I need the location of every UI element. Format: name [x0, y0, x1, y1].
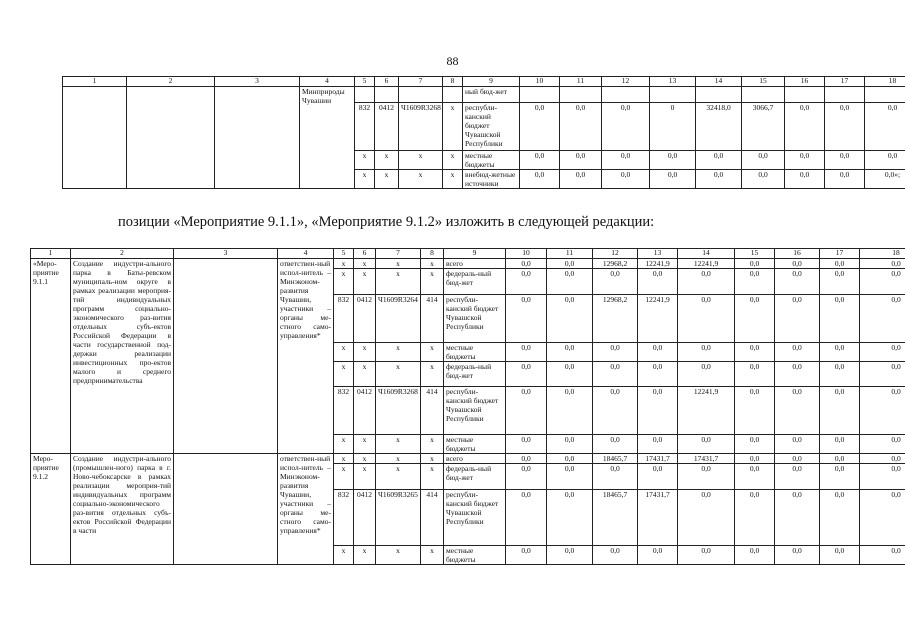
target-code-cell: x [376, 546, 421, 565]
continued-table [62, 76, 905, 189]
section-code-cell: x [354, 269, 376, 295]
funding-source-cell: федераль-ный бюд-жет [444, 269, 506, 295]
column-number: 8 [421, 249, 444, 259]
expense-type-cell: x [421, 259, 444, 269]
amendment-caption: позиции «Мероприятие 9.1.1», «Мероприятие 9.1.2» изложить в следующей редакции: [118, 214, 655, 230]
budget-code-cell: 832 [334, 490, 354, 546]
amount-cell: 0,0 [547, 269, 593, 295]
column-number: 17 [825, 77, 865, 87]
amount-cell: 0 [650, 103, 696, 151]
amount-cell: 0,0 [860, 454, 905, 464]
amount-cell: 18465,7 [593, 490, 638, 546]
amount-cell: 0,0 [735, 362, 775, 387]
amount-cell: 0,0 [520, 103, 560, 151]
amount-cell [650, 87, 696, 103]
amount-cell: 0,0 [678, 435, 735, 454]
amount-cell: 0,0 [775, 362, 820, 387]
amount-cell: 0,0 [785, 103, 825, 151]
column-number-row [63, 77, 905, 87]
amount-cell: 0,0 [678, 295, 735, 343]
amount-cell: 0,0 [650, 151, 696, 170]
amount-cell: 0,0 [860, 464, 905, 490]
amount-cell: 0,0 [775, 343, 820, 362]
amount-cell: 0,0 [678, 546, 735, 565]
amount-cell: 0,0 [825, 151, 865, 170]
amount-cell: 12968,2 [593, 259, 638, 269]
target-code-cell: Ч1609R3268 [376, 387, 421, 435]
amount-cell: 0,0 [775, 269, 820, 295]
expense-type-cell: x [443, 151, 463, 170]
amount-cell: 0,0 [860, 435, 905, 454]
budget-code-cell: x [334, 269, 354, 295]
column-number: 17 [820, 249, 860, 259]
expense-type-cell: x [421, 435, 444, 454]
amount-cell: 0,0 [860, 343, 905, 362]
amount-cell: 0,0 [547, 546, 593, 565]
amount-cell: 0,0 [547, 454, 593, 464]
section-code-cell [375, 87, 399, 103]
amount-cell: 0,0 [735, 454, 775, 464]
amount-cell: 0,0 [820, 546, 860, 565]
amount-cell: 0,0 [820, 387, 860, 435]
amount-cell: 0,0 [696, 170, 742, 189]
column-number: 10 [520, 77, 560, 87]
amount-cell: 0,0 [506, 464, 547, 490]
expense-type-cell: 414 [421, 295, 444, 343]
column-number: 1 [63, 77, 127, 87]
column-number: 15 [735, 249, 775, 259]
funding-source-cell: федераль-ный бюд-жет [444, 362, 506, 387]
budget-code-cell [355, 87, 375, 103]
amount-cell: 0,0 [820, 269, 860, 295]
section-code-cell: 0412 [354, 295, 376, 343]
amount-cell: 0,0 [602, 170, 650, 189]
event-name-cell: Создание индустри-ального парка в Баты-ревском муниципаль-ном округе в рамках реализации мероприя-тий индивидуальных программ социально-экономического раз-вития отдельных субъ-ектов Российской Федерации в части государственной под-держки реализации инвестиционных про-ектов малого и среднего предпринимательства [71, 259, 174, 454]
indicator-cell [174, 454, 278, 565]
amount-cell [520, 87, 560, 103]
amount-cell: 0,0 [547, 464, 593, 490]
expense-type-cell [443, 87, 463, 103]
budget-code-cell: x [334, 546, 354, 565]
column-number: 10 [506, 249, 547, 259]
column-number: 2 [71, 249, 174, 259]
amount-cell: 0,0 [547, 387, 593, 435]
funding-source-cell: республи-канский бюджет Чувашской Республики [444, 490, 506, 546]
column-number: 4 [278, 249, 334, 259]
column-number: 4 [300, 77, 355, 87]
expense-type-cell: x [421, 343, 444, 362]
budget-code-cell: 832 [355, 103, 375, 151]
amount-cell: 0,0 [593, 343, 638, 362]
expense-type-cell: x [421, 269, 444, 295]
amount-cell: 0,0 [742, 151, 785, 170]
amount-cell: 0,0 [735, 546, 775, 565]
amount-cell: 0,0 [775, 435, 820, 454]
column-number: 12 [593, 249, 638, 259]
amount-cell: 0,0 [775, 295, 820, 343]
amended-table [30, 248, 905, 565]
amount-cell: 0,0 [678, 464, 735, 490]
amount-cell: 18465,7 [593, 454, 638, 464]
amount-cell: 0,0 [593, 269, 638, 295]
amount-cell: 0,0 [735, 259, 775, 269]
amount-cell: 0,0 [735, 295, 775, 343]
amount-cell [825, 87, 865, 103]
section-code-cell: x [354, 546, 376, 565]
amount-cell [865, 87, 905, 103]
funding-source-cell: местные бюджеты [444, 435, 506, 454]
column-number: 3 [215, 77, 300, 87]
amount-cell: 0,0 [638, 546, 678, 565]
amount-cell: 0,0 [593, 435, 638, 454]
column-number: 9 [444, 249, 506, 259]
amount-cell: 0,0 [506, 362, 547, 387]
section-code-cell: x [354, 464, 376, 490]
expense-type-cell: x [443, 170, 463, 189]
amount-cell: 0,0 [820, 435, 860, 454]
column-number: 16 [785, 77, 825, 87]
amount-cell: 3066,7 [742, 103, 785, 151]
amount-cell: 0,0 [735, 435, 775, 454]
amount-cell: 0,0 [638, 435, 678, 454]
amount-cell: 0,0 [560, 151, 602, 170]
amount-cell: 0,0 [865, 103, 905, 151]
amount-cell: 32418,0 [696, 103, 742, 151]
funding-source-cell: местные бюджеты [444, 546, 506, 565]
responsible-cell: ответствен-ный испол-нитель – Минэконом-развития Чувашии, участники – органы ме-стного само-управления* [278, 454, 334, 565]
column-number-row [31, 249, 905, 259]
target-code-cell: x [376, 435, 421, 454]
amount-cell: 0,0 [785, 151, 825, 170]
section-code-cell: x [354, 259, 376, 269]
amount-cell: 0,0 [860, 387, 905, 435]
event-number-cell: «Меро-приятие 9.1.1 [31, 259, 71, 454]
event-number-cell [63, 87, 127, 189]
budget-code-cell: 832 [334, 295, 354, 343]
column-number: 5 [355, 77, 375, 87]
amount-cell [560, 87, 602, 103]
amount-cell: 0,0 [602, 103, 650, 151]
amount-cell: 0,0 [742, 170, 785, 189]
expense-type-cell: 414 [421, 490, 444, 546]
section-code-cell: 0412 [375, 103, 399, 151]
amount-cell: 12241,9 [678, 259, 735, 269]
amount-cell: 0,0 [638, 362, 678, 387]
page-number: 88 [446, 54, 459, 68]
amount-cell: 0,0 [547, 362, 593, 387]
amount-cell: 0,0 [860, 295, 905, 343]
budget-code-cell: 832 [334, 387, 354, 435]
amount-cell: 0,0 [547, 343, 593, 362]
responsible-cell: ответствен-ный испол-нитель – Минэконом-развития Чувашии, участники – органы ме-стного само-управления* [278, 259, 334, 454]
section-code-cell: 0412 [354, 490, 376, 546]
column-number: 12 [602, 77, 650, 87]
budget-code-cell: x [334, 259, 354, 269]
target-code-cell: Ч1609R3265 [376, 490, 421, 546]
funding-source-cell: всего [444, 454, 506, 464]
amount-cell: 0,0 [775, 387, 820, 435]
amount-cell: 0,0 [860, 546, 905, 565]
amount-cell: 17431,7 [638, 490, 678, 546]
amount-cell: 0,0 [735, 269, 775, 295]
column-number: 11 [547, 249, 593, 259]
target-code-cell: x [376, 343, 421, 362]
amount-cell: 0,0 [785, 170, 825, 189]
amount-cell: 0,0 [865, 151, 905, 170]
target-code-cell: x [376, 464, 421, 490]
amount-cell: 0,0 [678, 343, 735, 362]
amount-cell: 0,0 [593, 362, 638, 387]
amount-cell [602, 87, 650, 103]
amount-cell: 0,0 [820, 464, 860, 490]
amount-cell: 0,0 [775, 454, 820, 464]
budget-code-cell: x [334, 435, 354, 454]
expense-type-cell: x [443, 103, 463, 151]
amount-cell: 0,0 [678, 269, 735, 295]
amount-cell: 12968,2 [593, 295, 638, 343]
event-name-cell [127, 87, 215, 189]
amount-cell: 0,0 [860, 259, 905, 269]
amount-cell: 0,0 [593, 387, 638, 435]
section-code-cell: x [375, 170, 399, 189]
amount-cell: 0,0 [560, 170, 602, 189]
budget-code-cell: x [334, 464, 354, 490]
amount-cell: 0,0»; [865, 170, 905, 189]
event-name-cell: Создание индустри-ального (промышлен-ного) парка в г. Ново-чебоксарске в рамках реализации мероприя-тий индивидуальных программ социально-экономического раз-вития отдельных субъ-ектов Российской Федерации в части [71, 454, 174, 565]
expense-type-cell: x [421, 464, 444, 490]
column-number: 6 [375, 77, 399, 87]
event-number-cell: Меро-приятие 9.1.2 [31, 454, 71, 565]
budget-code-cell: x [334, 454, 354, 464]
column-number: 2 [127, 77, 215, 87]
budget-code-cell: x [334, 343, 354, 362]
amount-cell: 0,0 [506, 387, 547, 435]
indicator-cell [174, 259, 278, 454]
column-number: 8 [443, 77, 463, 87]
amount-cell: 17431,7 [638, 454, 678, 464]
amount-cell: 0,0 [506, 259, 547, 269]
amount-cell: 0,0 [506, 269, 547, 295]
amount-cell: 0,0 [520, 170, 560, 189]
amount-cell: 0,0 [775, 259, 820, 269]
column-number: 7 [399, 77, 443, 87]
target-code-cell: x [376, 269, 421, 295]
expense-type-cell: x [421, 454, 444, 464]
target-code-cell: Ч1609R3264 [376, 295, 421, 343]
funding-source-cell: федераль-ный бюд-жет [444, 464, 506, 490]
amount-cell: 0,0 [735, 387, 775, 435]
amount-cell: 0,0 [506, 435, 547, 454]
funding-source-cell: республи-канский бюджет Чувашской Республики [444, 295, 506, 343]
funding-source-cell: местные бюджеты [463, 151, 520, 170]
amount-cell: 17431,7 [678, 454, 735, 464]
amount-cell: 0,0 [696, 151, 742, 170]
column-number: 7 [376, 249, 421, 259]
funding-source-cell: местные бюджеты [444, 343, 506, 362]
amount-cell: 0,0 [860, 362, 905, 387]
amount-cell: 0,0 [825, 170, 865, 189]
amount-cell: 0,0 [775, 490, 820, 546]
column-number: 1 [31, 249, 71, 259]
column-number: 13 [650, 77, 696, 87]
amount-cell: 12241,9 [638, 295, 678, 343]
amount-cell: 0,0 [735, 490, 775, 546]
amount-cell: 0,0 [825, 103, 865, 151]
amount-cell: 0,0 [547, 259, 593, 269]
amount-cell: 0,0 [520, 151, 560, 170]
amount-cell: 0,0 [547, 490, 593, 546]
section-code-cell: x [354, 435, 376, 454]
amount-cell: 12241,9 [638, 259, 678, 269]
amount-cell: 0,0 [593, 546, 638, 565]
amount-cell: 0,0 [678, 362, 735, 387]
amount-cell: 12241,9 [678, 387, 735, 435]
budget-code-cell: x [334, 362, 354, 387]
section-code-cell: x [354, 362, 376, 387]
amount-cell [696, 87, 742, 103]
target-code-cell: x [376, 259, 421, 269]
column-number: 3 [174, 249, 278, 259]
target-code-cell [399, 87, 443, 103]
column-number: 11 [560, 77, 602, 87]
amount-cell: 0,0 [547, 295, 593, 343]
amount-cell: 0,0 [820, 490, 860, 546]
target-code-cell: Ч1609R3268 [399, 103, 443, 151]
column-number: 14 [696, 77, 742, 87]
column-number: 9 [463, 77, 520, 87]
amount-cell: 0,0 [735, 343, 775, 362]
section-code-cell: x [354, 343, 376, 362]
column-number: 18 [860, 249, 905, 259]
column-number: 6 [354, 249, 376, 259]
amount-cell: 0,0 [506, 295, 547, 343]
table-row [31, 454, 905, 464]
expense-type-cell: 414 [421, 387, 444, 435]
budget-code-cell: x [355, 170, 375, 189]
amount-cell: 0,0 [506, 546, 547, 565]
amount-cell: 0,0 [506, 343, 547, 362]
target-code-cell: x [376, 362, 421, 387]
budget-code-cell: x [355, 151, 375, 170]
column-number: 14 [678, 249, 735, 259]
column-number: 5 [334, 249, 354, 259]
amount-cell [785, 87, 825, 103]
expense-type-cell: x [421, 546, 444, 565]
amount-cell: 0,0 [775, 546, 820, 565]
target-code-cell: x [376, 454, 421, 464]
amount-cell: 0,0 [547, 435, 593, 454]
section-code-cell: x [375, 151, 399, 170]
amount-cell: 0,0 [820, 454, 860, 464]
amount-cell: 0,0 [860, 490, 905, 546]
column-number: 15 [742, 77, 785, 87]
amount-cell: 0,0 [820, 362, 860, 387]
table-row [63, 87, 905, 103]
amount-cell: 0,0 [650, 170, 696, 189]
amount-cell: 0,0 [820, 343, 860, 362]
amount-cell: 0,0 [506, 454, 547, 464]
funding-source-cell: всего [444, 259, 506, 269]
column-number: 18 [865, 77, 905, 87]
funding-source-cell: внебюд-жетные источники [463, 170, 520, 189]
section-code-cell: x [354, 454, 376, 464]
amount-cell: 0,0 [506, 490, 547, 546]
amount-cell: 0,0 [638, 269, 678, 295]
table-row [31, 259, 905, 269]
funding-source-cell: ный бюд-жет [463, 87, 520, 103]
funding-source-cell: республи-канский бюджет Чувашской Республики [463, 103, 520, 151]
target-code-cell: x [399, 151, 443, 170]
amount-cell: 0,0 [560, 103, 602, 151]
amount-cell [742, 87, 785, 103]
indicator-cell [215, 87, 300, 189]
amount-cell: 0,0 [820, 295, 860, 343]
expense-type-cell: x [421, 362, 444, 387]
amount-cell: 0,0 [593, 464, 638, 490]
amount-cell: 0,0 [638, 343, 678, 362]
responsible-cell: Минприроды Чувашии [300, 87, 355, 189]
amount-cell: 0,0 [820, 259, 860, 269]
funding-source-cell: республи-канский бюджет Чувашской Республики [444, 387, 506, 435]
section-code-cell: 0412 [354, 387, 376, 435]
column-number: 16 [775, 249, 820, 259]
amount-cell: 0,0 [602, 151, 650, 170]
column-number: 13 [638, 249, 678, 259]
amount-cell: 0,0 [638, 387, 678, 435]
amount-cell: 0,0 [638, 464, 678, 490]
target-code-cell: x [399, 170, 443, 189]
amount-cell: 0,0 [775, 464, 820, 490]
amount-cell: 0,0 [735, 464, 775, 490]
amount-cell: 0,0 [678, 490, 735, 546]
amount-cell: 0,0 [860, 269, 905, 295]
